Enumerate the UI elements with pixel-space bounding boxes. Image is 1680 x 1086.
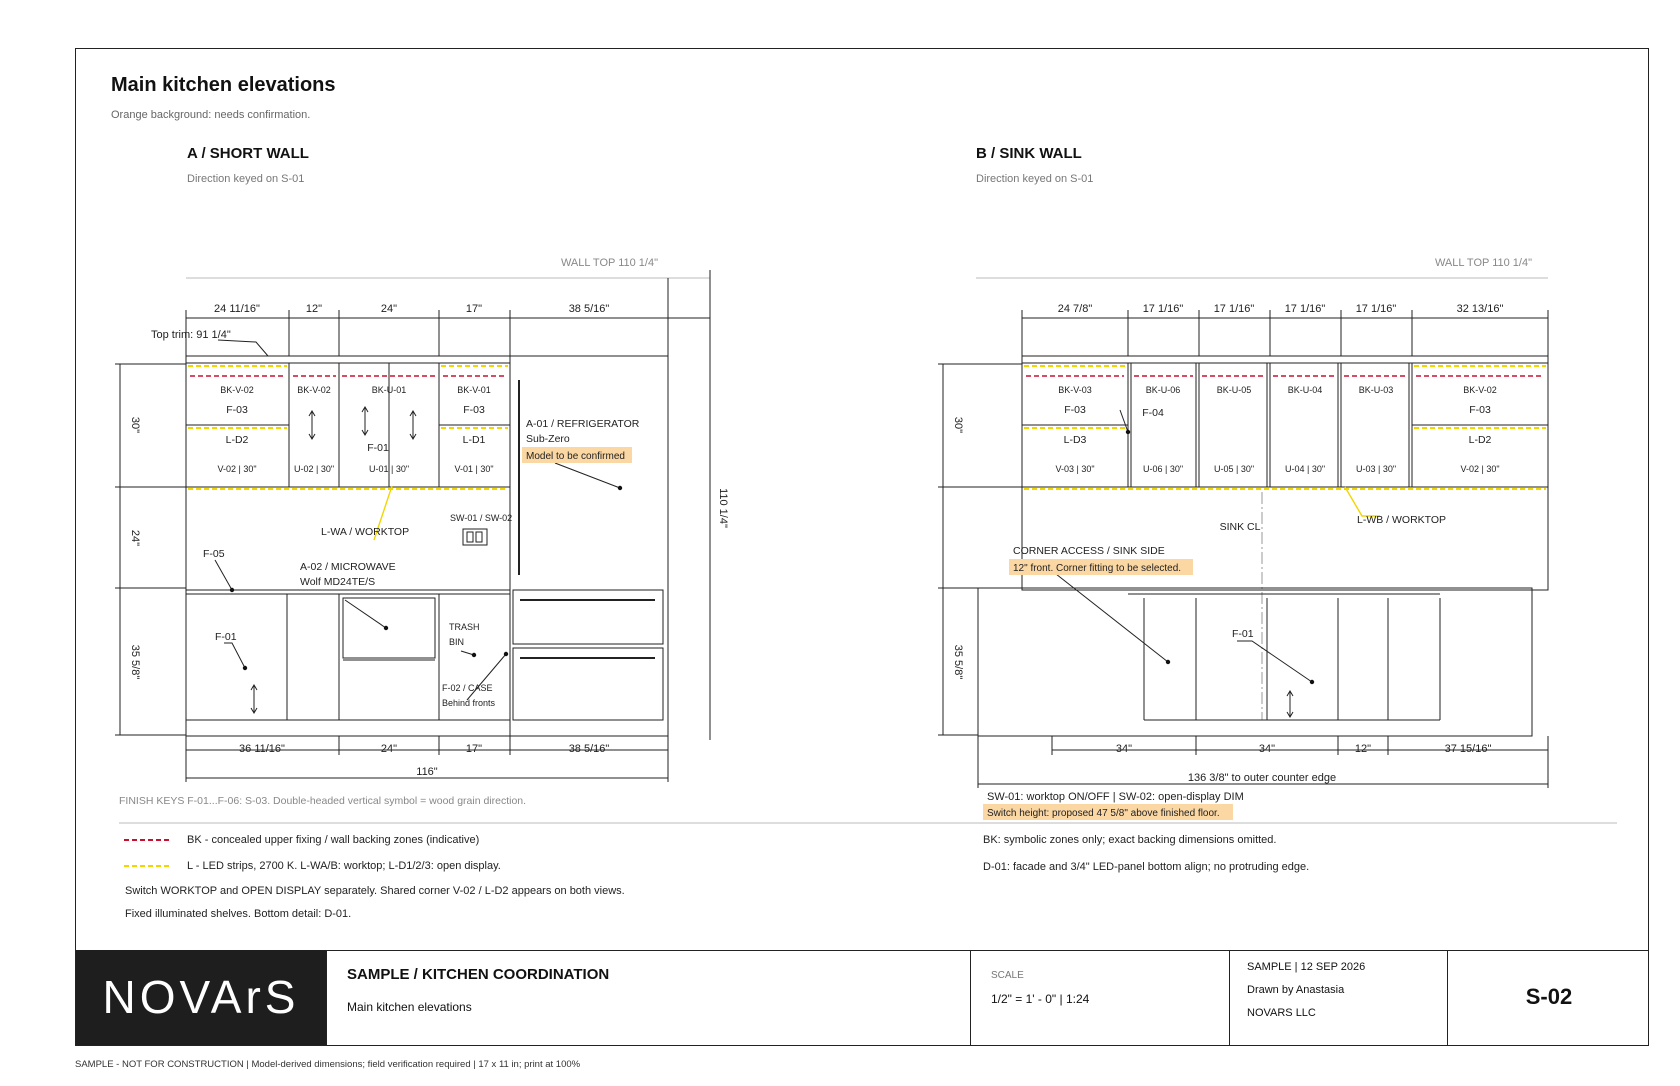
view-b-f01: F-01 <box>1232 628 1254 640</box>
view-b-upper-tag: BK-U-06 <box>1145 385 1181 395</box>
page-title: Main kitchen elevations <box>111 74 336 96</box>
view-b-top-dim: 24 7/8" <box>1057 303 1093 315</box>
view-a-upper-tag: BK-U-01 <box>371 385 407 395</box>
legend-bk: BK - concealed upper fixing / wall backing zones (indicative) <box>187 834 480 846</box>
view-a-subtitle: Direction keyed on S-01 <box>187 173 305 185</box>
legend-d01: D-01: facade and 3/4" LED-panel bottom align; no protruding edge. <box>983 861 1310 873</box>
view-a-switch: SW-01 / SW-02 <box>450 513 513 523</box>
view-b-ld2: L-D2 <box>1468 434 1492 446</box>
view-b-top-dim: 17 1/16" <box>1355 303 1397 315</box>
view-a-upper-code: V-02 | 30" <box>217 464 257 474</box>
view-a-height-dim: 35 5/8" <box>129 644 141 680</box>
view-b-upper-code: V-03 | 30" <box>1055 464 1095 474</box>
view-a-lwa: L-WA / WORKTOP <box>321 526 410 538</box>
view-a-f03-left: F-03 <box>226 404 248 416</box>
view-b-sink-cl: SINK CL <box>1219 521 1261 533</box>
issue-status: SAMPLE | 12 SEP 2026 <box>1247 961 1366 973</box>
view-b-upper-code: U-04 | 30" <box>1284 464 1326 474</box>
view-b-upper-tag: BK-V-02 <box>1463 385 1497 395</box>
view-a-trash-2: BIN <box>449 637 465 647</box>
view-b-upper-code: U-03 | 30" <box>1355 464 1397 474</box>
view-a-overall-width: 116" <box>416 766 438 778</box>
view-a-micro-model: Wolf MD24TE/S <box>300 576 376 588</box>
view-a-wall-top: WALL TOP 110 1/4" <box>560 257 658 269</box>
view-a-fridge-brand: Sub-Zero <box>526 433 570 445</box>
view-b-upper-tag: BK-U-05 <box>1216 385 1252 395</box>
view-b-bottom-dim: 34" <box>1258 743 1276 755</box>
view-b-top-dim: 17 1/16" <box>1213 303 1255 315</box>
drawn-by: Drawn by Anastasia <box>1247 984 1345 996</box>
view-a-bottom-dim: 36 11/16" <box>239 743 285 755</box>
view-a-case-1: F-02 / CASE <box>442 683 493 693</box>
view-b-corner-note: 12" front. Corner fitting to be selected. <box>1013 563 1182 574</box>
view-a-f01-lower: F-01 <box>215 631 237 643</box>
view-a-fridge-note: Model to be confirmed <box>526 451 625 462</box>
finish-keys-note: FINISH KEYS F-01...F-06: S-03. Double-headed vertical symbol = wood grain direction. <box>119 795 527 807</box>
view-a-top-trim: Top trim: 91 1/4" <box>151 329 231 341</box>
view-b-f03-right: F-03 <box>1469 404 1491 416</box>
view-b-f04: F-04 <box>1142 407 1164 419</box>
view-b-ld3: L-D3 <box>1063 434 1087 446</box>
view-b-upper-tag: BK-U-04 <box>1287 385 1323 395</box>
title-block-project-cell <box>326 950 970 1046</box>
view-b-height-dim: 35 5/8" <box>952 644 964 680</box>
view-b-upper-code: U-06 | 30" <box>1142 464 1184 474</box>
view-b-upper-code: V-02 | 30" <box>1460 464 1500 474</box>
view-b-switch-note: SW-01: worktop ON/OFF | SW-02: open-display DIM <box>987 791 1244 803</box>
view-a-fridge-name: A-01 / REFRIGERATOR <box>526 418 640 430</box>
view-a-elevation <box>115 270 710 782</box>
view-b-f03-left: F-03 <box>1064 404 1086 416</box>
view-a-upper-tag: BK-V-01 <box>457 385 491 395</box>
view-b-overall-width: 136 3/8" to outer counter edge <box>1187 772 1337 784</box>
view-a-overall-height: 110 1/4" <box>717 488 729 528</box>
title-block-sheet-cell <box>1447 950 1649 1046</box>
view-a-ld2: L-D2 <box>225 434 249 446</box>
view-a-f03-right: F-03 <box>463 404 485 416</box>
view-a-bottom-dim: 38 5/16" <box>568 743 610 755</box>
view-a-top-dim: 38 5/16" <box>568 303 610 315</box>
sheet-number: S-02 <box>1525 984 1573 1009</box>
page-subtitle: Orange background: needs confirmation. <box>111 109 311 121</box>
view-a-f05: F-05 <box>203 548 225 560</box>
legend-l: L - LED strips, 2700 K. L-WA/B: worktop; L-D1/2/3: open display. <box>187 860 501 872</box>
company-logo <box>76 950 326 1045</box>
view-a-upper-code: U-02 | 30" <box>293 464 335 474</box>
view-b-top-dim: 17 1/16" <box>1284 303 1326 315</box>
view-a-title: A / SHORT WALL <box>187 145 309 162</box>
scale-label: SCALE <box>991 970 1024 981</box>
view-b-upper-code: U-05 | 30" <box>1213 464 1255 474</box>
legend-switch-note: Switch WORKTOP and OPEN DISPLAY separately. Shared corner V-02 / L-D2 appears on both views. <box>125 885 625 897</box>
view-a-upper-code: V-01 | 30" <box>454 464 494 474</box>
view-b-lwb: L-WB / WORKTOP <box>1357 514 1447 526</box>
project-name: SAMPLE / KITCHEN COORDINATION <box>347 966 610 983</box>
view-a-case-2: Behind fronts <box>442 698 496 708</box>
view-b-subtitle: Direction keyed on S-01 <box>976 173 1094 185</box>
view-a-micro-name: A-02 / MICROWAVE <box>300 561 396 573</box>
view-b-upper-tag: BK-U-03 <box>1358 385 1394 395</box>
sheet-title: Main kitchen elevations <box>347 1000 472 1014</box>
legend-bk-right: BK: symbolic zones only; exact backing dimensions omitted. <box>983 834 1277 846</box>
view-b-top-dim: 32 13/16" <box>1456 303 1504 315</box>
view-a-upper-code: U-01 | 30" <box>368 464 410 474</box>
logo-wordmark: NOVArS <box>102 971 300 1023</box>
view-a-top-dim: 24 11/16" <box>214 303 260 315</box>
view-b-bottom-dim: 12" <box>1354 743 1372 755</box>
view-a-upper-tag: BK-V-02 <box>297 385 331 395</box>
view-a-height-dim: 30" <box>129 416 141 434</box>
view-a-height-dim: 24" <box>129 529 141 547</box>
legend-shelves-note: Fixed illuminated shelves. Bottom detail: D-01. <box>125 908 352 920</box>
view-a-f01-upper: F-01 <box>367 442 389 454</box>
view-b-bottom-dim: 34" <box>1115 743 1133 755</box>
view-b-title: B / SINK WALL <box>976 145 1082 162</box>
view-a-top-dim: 17" <box>465 303 483 315</box>
footer-note: SAMPLE - NOT FOR CONSTRUCTION | Model-derived dimensions; field verification required | 17 x 11 in; print at 100% <box>75 1059 581 1070</box>
view-a-top-dim: 12" <box>305 303 323 315</box>
scale-value: 1/2" = 1' - 0" | 1:24 <box>991 992 1090 1006</box>
view-b-switch-height: Switch height: proposed 47 5/8" above finished floor. <box>987 808 1220 819</box>
view-a-trash-1: TRASH <box>449 622 480 632</box>
view-b-elevation <box>938 278 1548 788</box>
view-b-wall-top: WALL TOP 110 1/4" <box>1434 257 1532 269</box>
title-block-scale-cell <box>970 950 1229 1046</box>
company-name: NOVARS LLC <box>1247 1007 1316 1019</box>
view-b-upper-tag: BK-V-03 <box>1058 385 1092 395</box>
view-a-upper-tag: BK-V-02 <box>220 385 254 395</box>
view-a-bottom-dim: 24" <box>380 743 398 755</box>
view-b-height-dim: 30" <box>952 416 964 434</box>
view-b-bottom-dim: 37 15/16" <box>1444 743 1492 755</box>
view-b-corner-title: CORNER ACCESS / SINK SIDE <box>1013 545 1165 557</box>
view-b-top-dim: 17 1/16" <box>1142 303 1184 315</box>
view-a-bottom-dim: 17" <box>465 743 483 755</box>
view-a-top-dim: 24" <box>380 303 398 315</box>
title-block-status-cell <box>1229 950 1447 1046</box>
view-a-ld1: L-D1 <box>462 434 486 446</box>
